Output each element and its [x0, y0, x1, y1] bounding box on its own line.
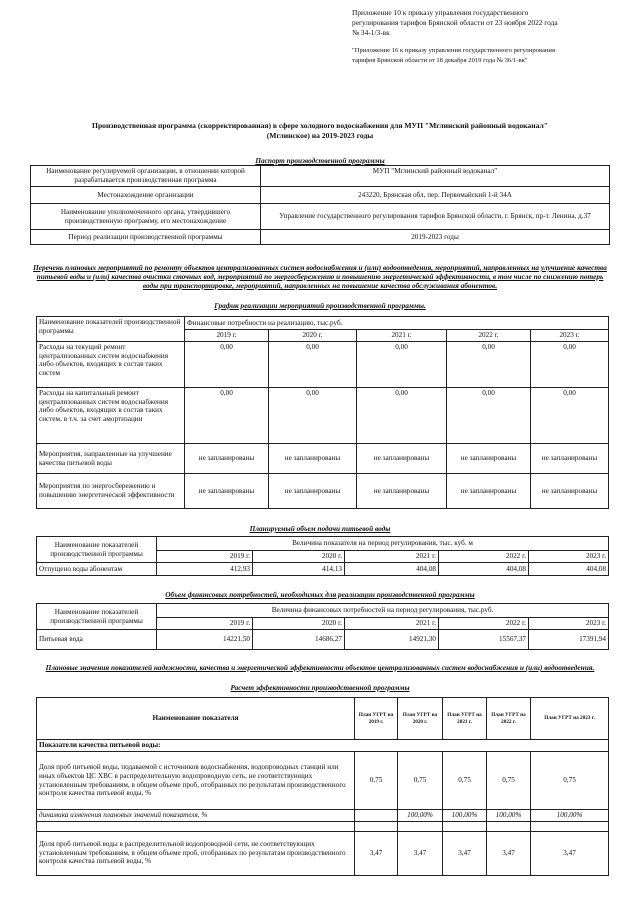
year-header: 2019 г.: [157, 551, 253, 563]
table-row: [37, 444, 609, 474]
measures-col-group: Финансовые потребности на реализацию, тыс.руб.: [185, 317, 609, 330]
cell-value: не запланированы: [357, 474, 447, 509]
cell-value: не запланированы: [531, 474, 609, 509]
row-label: Мероприятия по энергосбережению и повышению энергетической эффективности: [37, 474, 185, 509]
section-title: Показатели качества питьевой воды:: [37, 740, 609, 752]
cell-value: не запланированы: [185, 474, 269, 509]
table-row: [37, 810, 609, 822]
year-header: 2019 г.: [157, 618, 253, 630]
cell-value: 0,75: [398, 752, 443, 810]
year-header: 2021 г.: [345, 618, 439, 630]
year-header: 2022 г.: [439, 551, 529, 563]
row-label: Отпущено воды абонентам: [37, 563, 157, 576]
title-line1: Производственная программа (скорректированная) в сфере холодного водоснабжения для МУП "Мглинский районный водоканал": [92, 121, 548, 130]
document-title: [40, 121, 600, 141]
year-header: 2023 г.: [529, 618, 609, 630]
cell-value: [355, 810, 398, 822]
year-header: 2022 г.: [439, 618, 529, 630]
spacer-row: [37, 821, 609, 831]
reliability-heading: Плановые значения показателей надежности, качества и энергетической эффективности объектов централизованных систем водоснабжения и (или) водоотведения.: [45, 663, 595, 672]
cell-value: 0,00: [531, 388, 609, 444]
cell-value: 0,00: [269, 342, 357, 388]
cell-value: 100,00%: [531, 810, 609, 822]
passport-label: Период реализации производственной программы: [31, 230, 261, 245]
passport-heading: Паспорт производственной программы: [255, 156, 385, 165]
measures-subheading: График реализации мероприятий производственной программы.: [214, 301, 426, 310]
cell-value: 0,00: [185, 388, 269, 444]
cell-value: 0,75: [531, 752, 609, 810]
passport-value: Управление государственного регулирования тарифов Брянской области, г. Брянск, пр-т. Ленина, д.37: [261, 204, 610, 230]
plan-header: План УГРТ на 2019 г.: [355, 698, 398, 740]
passport-value: МУП "Мглинский районный водоканал": [261, 166, 610, 187]
cell-value: 3,47: [487, 831, 531, 875]
table-row: [37, 831, 609, 875]
plan-header: План УГРТ на 2023 г.: [531, 698, 609, 740]
cell-value: 100,00%: [487, 810, 531, 822]
measures-heading: Перечень плановых мероприятий по ремонту объектов централизованных систем водоснабжения и (или) водоотведения, мероприятий, направленных на улучшение качества питьевой воды и (или) качества очистки сточных вод, мероприятий по энергосбережению и повышению энергетической эффективности, в том числе по снижению потерь воды при транспортировке, мероприятий, направленных на повышение качества обслуживания абонентов.: [33, 263, 607, 290]
supply-table: [36, 536, 609, 576]
supply-col-label: Наименование показателей производственной программы: [37, 537, 157, 563]
finance-col-label: Наименование показателей производственной программы: [37, 604, 157, 630]
cell-value: 0,00: [531, 342, 609, 388]
cell-value: 14921,30: [345, 630, 439, 650]
table-row: [37, 563, 609, 576]
header-line1: Приложение 10 к приказу управления государственного: [352, 8, 529, 17]
passport-row: [31, 166, 610, 187]
year-header: 2020 г.: [253, 551, 345, 563]
cell-value: 0,00: [185, 342, 269, 388]
row-label: Питьевая вода: [37, 630, 157, 650]
supply-heading: Планируемый объем подачи питьевой воды: [249, 524, 391, 533]
cell-value: не запланированы: [447, 444, 531, 474]
cell-value: 404,08: [439, 563, 529, 576]
row-label: Доля проб питьевой воды, подаваемой с источников водоснабжения, водопроводных станций или иных объектов ЦС ХВС в распределительную водопроводную сеть, не соответствующих установленным требованиям, в общем объеме проб, отобранных по результатам производственного контроля качества питьевой воды, %: [37, 752, 355, 810]
year-header: 2021 г.: [357, 330, 447, 342]
cell-value: 0,00: [447, 388, 531, 444]
cell-value: 0,00: [269, 388, 357, 444]
cell-value: 412,93: [157, 563, 253, 576]
table-row: [37, 342, 609, 388]
table-row: [37, 388, 609, 444]
cell-value: 100,00%: [398, 810, 443, 822]
reliability-table: [36, 697, 609, 876]
cell-value: 0,75: [443, 752, 487, 810]
cell-value: 0,00: [357, 388, 447, 444]
passport-table: [30, 165, 610, 245]
reliability-col-label: Наименование показателя: [37, 698, 355, 740]
appendix-header: [352, 8, 558, 66]
finance-col-group: Величина финансовых потребностей на период регулирования, тыс.руб.: [157, 604, 609, 618]
year-header: 2021 г.: [345, 551, 439, 563]
year-header: 2019 г.: [185, 330, 269, 342]
cell-value: 404,08: [529, 563, 609, 576]
plan-header: План УГРТ на 2022 г.: [487, 698, 531, 740]
cell-value: 15567,37: [439, 630, 529, 650]
cell-value: 0,00: [357, 342, 447, 388]
passport-label: Местонахождение организации: [31, 187, 261, 204]
title-line2: (Мглинское) на 2019-2023 годы: [266, 131, 374, 140]
year-header: 2022 г.: [447, 330, 531, 342]
row-label: динамика изменения плановых значений показателя, %: [37, 810, 355, 822]
plan-header: План УГРТ на 2020 г.: [398, 698, 443, 740]
cell-value: 3,47: [355, 831, 398, 875]
measures-table: [36, 316, 609, 509]
cell-value: 3,47: [531, 831, 609, 875]
cell-value: 3,47: [398, 831, 443, 875]
table-row: [37, 752, 609, 810]
header-line3: № 34-1/3-вк: [352, 28, 390, 37]
cell-value: 100,00%: [443, 810, 487, 822]
row-label: Расходы на капитальный ремонт централизованных систем водоснабжения либо объектов, входящих в состав таких систем, в т.ч. за счет амортизации: [37, 388, 185, 444]
header-line4: "Приложение 16 к приказу управления государственного регулирования: [352, 47, 555, 54]
passport-row: [31, 230, 610, 245]
plan-header: План УГРТ на 2021 г.: [443, 698, 487, 740]
efficiency-heading: Расчет эффективности производственной программы: [230, 683, 410, 692]
cell-value: 14221,50: [157, 630, 253, 650]
cell-value: не запланированы: [531, 444, 609, 474]
cell-value: 3,47: [443, 831, 487, 875]
passport-label: Наименование уполномоченного органа, утвердившего производственную программу, его местонахождение: [31, 204, 261, 230]
passport-row: [31, 204, 610, 230]
cell-value: 404,08: [345, 563, 439, 576]
year-header: 2023 г.: [529, 551, 609, 563]
row-label: Мероприятия, направленные на улучшение качества питьевой воды: [37, 444, 185, 474]
passport-row: [31, 187, 610, 204]
row-label: Расходы на текущий ремонт централизованных систем водоснабжения либо объектов, входящих в состав таких систем: [37, 342, 185, 388]
header-line2: регулирования тарифов Брянской области от 23 ноября 2022 года: [352, 18, 558, 27]
cell-value: не запланированы: [357, 444, 447, 474]
cell-value: 414,13: [253, 563, 345, 576]
passport-value: 2019-2023 годы: [261, 230, 610, 245]
cell-value: 0,75: [487, 752, 531, 810]
cell-value: 17391,94: [529, 630, 609, 650]
cell-value: не запланированы: [185, 444, 269, 474]
finance-heading: Объем финансовых потребностей, необходимых для реализации производственной программы: [165, 590, 475, 599]
passport-value: 243220, Брянская обл, пер. Первомайский 1-й 34А: [261, 187, 610, 204]
row-label: Доля проб питьевой воды в распределительной водопроводной сети, не соответствующих установленным требованиям, в общем объеме проб, отобранных по результатам производственного контроля качества питьевой воды, %: [37, 831, 355, 875]
measures-col-label: Наименование показателей производственной программы: [37, 317, 185, 342]
passport-label: Наименование регулируемой организации, в отношении которой разрабатывается производственная программа: [31, 166, 261, 187]
cell-value: 0,75: [355, 752, 398, 810]
year-header: 2020 г.: [253, 618, 345, 630]
supply-col-group: Величина показателя на период регулирования, тыс. куб. м: [157, 537, 609, 551]
cell-value: не запланированы: [269, 474, 357, 509]
finance-table: [36, 603, 609, 650]
cell-value: 0,00: [447, 342, 531, 388]
cell-value: не запланированы: [269, 444, 357, 474]
table-row: [37, 474, 609, 509]
header-line5: тарифов Брянской области от 18 декабря 2019 года № 36/1-вк": [352, 57, 528, 64]
year-header: 2020 г.: [269, 330, 357, 342]
table-row: [37, 630, 609, 650]
cell-value: 14686,27: [253, 630, 345, 650]
cell-value: не запланированы: [447, 474, 531, 509]
year-header: 2023 г.: [531, 330, 609, 342]
